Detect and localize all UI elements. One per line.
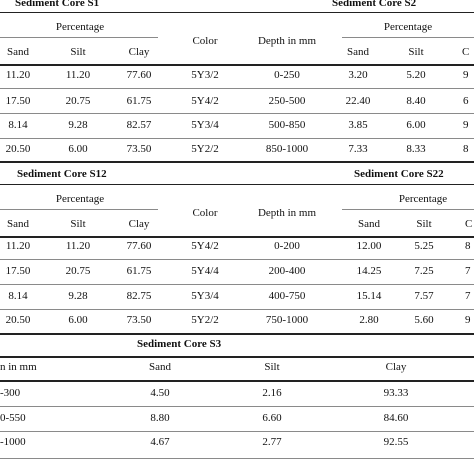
cell: 20.50 — [5, 143, 31, 155]
cell: 6.00 — [68, 314, 88, 326]
col-silt: Silt — [70, 218, 86, 230]
cell: 4.50 — [150, 387, 170, 399]
cell: 6.60 — [262, 412, 282, 424]
rule-bottom — [0, 333, 474, 335]
cell: 14.25 — [356, 265, 382, 277]
cell: 400-750 — [268, 290, 306, 302]
col-sand-right: Sand — [358, 218, 380, 230]
cell: 61.75 — [126, 265, 152, 277]
cell: 0-200 — [274, 240, 300, 252]
cell: 2.80 — [359, 314, 379, 326]
cell: 11.20 — [5, 240, 31, 252]
cell: 17.50 — [5, 95, 31, 107]
cell: 7.57 — [414, 290, 434, 302]
cell: 5Y3/2 — [191, 69, 219, 81]
cell: 11.20 — [5, 69, 31, 81]
cell: 77.60 — [126, 240, 152, 252]
cell: 6 — [463, 95, 469, 107]
cell: 12.00 — [356, 240, 382, 252]
cell: 73.50 — [126, 314, 152, 326]
col-silt-right: Silt — [408, 46, 424, 58]
rule-sub-left — [0, 209, 158, 210]
cell: 8.14 — [8, 119, 28, 131]
cell: 8.33 — [406, 143, 426, 155]
col-clay: Clay — [385, 361, 407, 373]
depth-header: Depth in mm — [257, 207, 317, 219]
col-sand: Sand — [7, 46, 29, 58]
rule-header-bottom — [0, 236, 474, 238]
cell: 61.75 — [126, 95, 152, 107]
cell: 8 — [465, 240, 471, 252]
col-clay: Clay — [128, 218, 150, 230]
cell: 5.25 — [414, 240, 434, 252]
cell: 5Y4/2 — [191, 240, 219, 252]
cell: 73.50 — [126, 143, 152, 155]
cell: 750-1000 — [265, 314, 309, 326]
col-clay-right: C — [465, 218, 473, 230]
cell: 8 — [463, 143, 469, 155]
title-core-s1: Sediment Core S1 — [15, 0, 100, 9]
cell: 22.40 — [345, 95, 371, 107]
cell: 0-250 — [274, 69, 300, 81]
col-clay: Clay — [128, 46, 150, 58]
col-sand: Sand — [149, 361, 171, 373]
cell: 82.75 — [126, 290, 152, 302]
cell: 2.77 — [262, 436, 282, 448]
row-divider — [0, 138, 474, 139]
rule-sub-right — [342, 37, 474, 38]
rule-header-bottom — [0, 64, 474, 66]
cell: 15.14 — [356, 290, 382, 302]
cell: 92.55 — [383, 436, 409, 448]
percentage-header-left: Percentage — [55, 21, 105, 33]
row-divider — [0, 88, 474, 89]
cell: 9 — [463, 69, 469, 81]
cell: 5Y2/2 — [191, 314, 219, 326]
cell: 5Y3/4 — [191, 119, 219, 131]
cell: -1000 — [0, 436, 26, 448]
cell: 200-400 — [268, 265, 306, 277]
cell: -300 — [0, 387, 21, 399]
rule-top — [0, 184, 474, 185]
cell: 0-550 — [0, 412, 26, 424]
cell: 9 — [465, 314, 471, 326]
cell: 7.25 — [414, 265, 434, 277]
rule-top — [0, 12, 474, 13]
title-core-s3: Sediment Core S3 — [137, 338, 222, 350]
cell: 6.00 — [68, 143, 88, 155]
cell: 11.20 — [65, 240, 91, 252]
cell: 11.20 — [65, 69, 91, 81]
cell: 8.40 — [406, 95, 426, 107]
cell: 17.50 — [5, 265, 31, 277]
cell: 250-500 — [268, 95, 306, 107]
cell: 7 — [465, 265, 471, 277]
cell: 20.50 — [5, 314, 31, 326]
cell: 5.60 — [414, 314, 434, 326]
rule-bottom — [0, 161, 474, 163]
col-silt: Silt — [70, 46, 86, 58]
cell: 6.00 — [406, 119, 426, 131]
cell: 3.85 — [348, 119, 368, 131]
rule-header-bottom — [0, 380, 474, 382]
percentage-header-left: Percentage — [55, 193, 105, 205]
cell: 93.33 — [383, 387, 409, 399]
cell: 9.28 — [68, 290, 88, 302]
cell: 9 — [463, 119, 469, 131]
col-silt: Silt — [264, 361, 280, 373]
row-divider — [0, 458, 474, 459]
title-core-s2: Sediment Core S2 — [332, 0, 417, 9]
rule-sub-left — [0, 37, 158, 38]
cell: 5Y3/4 — [191, 290, 219, 302]
cell: 5Y2/2 — [191, 143, 219, 155]
cell: 850-1000 — [265, 143, 309, 155]
cell: 20.75 — [65, 265, 91, 277]
cell: 20.75 — [65, 95, 91, 107]
percentage-header-right: Percentage — [383, 21, 433, 33]
color-header: Color — [192, 207, 218, 219]
cell: 4.67 — [150, 436, 170, 448]
cell: 8.14 — [8, 290, 28, 302]
cell: 9.28 — [68, 119, 88, 131]
cell: 3.20 — [348, 69, 368, 81]
cell: 5Y4/4 — [191, 265, 219, 277]
row-divider — [0, 431, 474, 432]
cell: 82.57 — [126, 119, 152, 131]
cell: 7 — [465, 290, 471, 302]
row-divider — [0, 309, 474, 310]
col-sand-right: Sand — [347, 46, 369, 58]
rule-sub-right — [342, 209, 474, 210]
cell: 5Y4/2 — [191, 95, 219, 107]
cell: 77.60 — [126, 69, 152, 81]
title-core-s22: Sediment Core S22 — [354, 168, 444, 180]
cell: 2.16 — [262, 387, 282, 399]
col-sand: Sand — [7, 218, 29, 230]
row-divider — [0, 284, 474, 285]
cell: 8.80 — [150, 412, 170, 424]
row-divider — [0, 113, 474, 114]
title-core-s12: Sediment Core S12 — [17, 168, 107, 180]
col-clay-right: C — [462, 46, 470, 58]
percentage-header-right: Percentage — [398, 193, 448, 205]
depth-header: Depth in mm — [257, 35, 317, 47]
cell: 5.20 — [406, 69, 426, 81]
col-depth: n in mm — [0, 361, 37, 373]
cell: 7.33 — [348, 143, 368, 155]
row-divider — [0, 406, 474, 407]
rule-top — [0, 356, 474, 358]
row-divider — [0, 259, 474, 260]
color-header: Color — [192, 35, 218, 47]
col-silt-right: Silt — [416, 218, 432, 230]
cell: 500-850 — [268, 119, 306, 131]
cell: 84.60 — [383, 412, 409, 424]
